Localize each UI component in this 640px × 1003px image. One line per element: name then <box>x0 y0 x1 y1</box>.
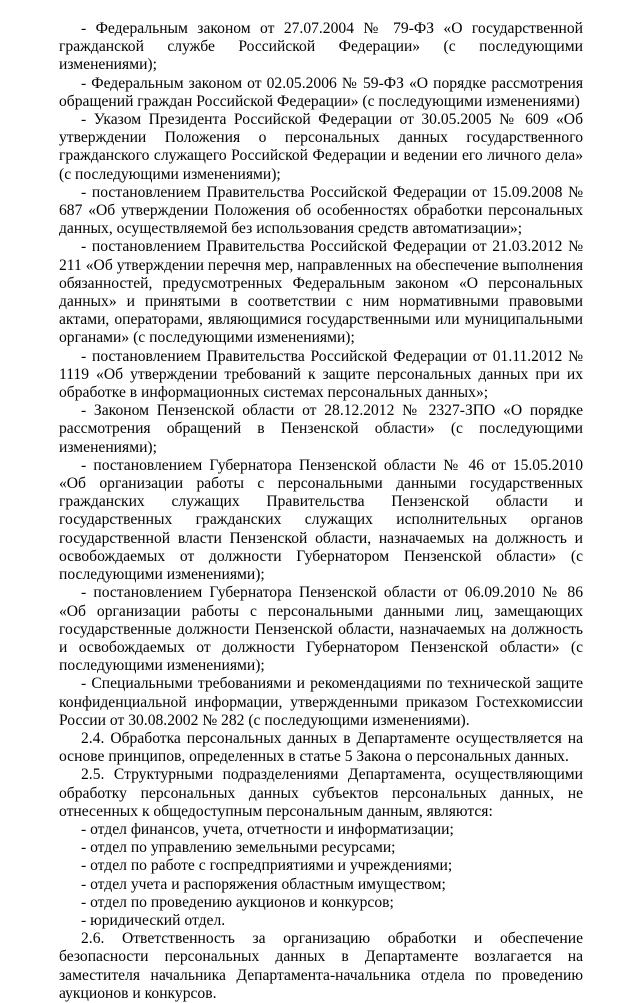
paragraph-governor-86: - постановлением Губернатора Пензенской области от 06.09.2010 № 86 «Об организации работы с персональными данными лиц, замещающих государственные должности Пензенской области, назначаемых на должность и освобождаемых от должности Губернатором Пензенской области» (с последующими изменениями); <box>59 584 583 675</box>
paragraph-law-79fz: - Федеральным законом от 27.07.2004 № 79-ФЗ «О государственной гражданской службе Российской Федерации» (с последующими изменениями); <box>59 20 583 74</box>
paragraph-special-requirements: - Специальными требованиями и рекомендациями по технической защите конфиденциальной информации, утвержденными приказом Гостехкомиссии России от 30.08.2002 № 282 (с последующими изменениями). <box>59 675 583 729</box>
document-page <box>59 20 583 1003</box>
paragraph-2-4: 2.4. Обработка персональных данных в Департаменте осуществляется на основе принципов, определенных в статье 5 Закона о персональных данных. <box>59 729 583 766</box>
paragraph-2-5: 2.5. Структурными подразделениями Департамента, осуществляющими обработку персональных данных субъектов персональных данных, не отнесенных к общедоступным персональным данным, являются: <box>59 766 583 820</box>
paragraph-resolution-1119: - постановлением Правительства Российской Федерации от 01.11.2012 № 1119 «Об утверждении требований к защите персональных данных при их обработке в информационных системах персональных данных»; <box>59 347 583 402</box>
paragraph-law-2327: - Законом Пензенской области от 28.12.2012 № 2327-ЗПО «О порядке рассмотрения обращений в Пензенской области» (с последующими изменениями); <box>59 402 583 456</box>
paragraph-governor-46: - постановлением Губернатора Пензенской области № 46 от 15.05.2010 «Об организации работы с персональными данными государственных гражданских служащих Правительства Пензенской области и государственных гражданских служащих исполнительных органов государственной власти Пензенской области, назначаемых на должность и освобождаемых от должности Губернатором Пензенской области» (с последующими изменениями); <box>59 456 583 584</box>
list-item: - отдел по работе с госпредприятиями и учреждениями; <box>81 857 453 875</box>
list-item: - отдел учета и распоряжения областным имуществом; <box>81 875 446 893</box>
paragraph-2-6: 2.6. Ответственность за организацию обработки и обеспечение безопасности персональных данных в Департаменте возлагается на заместителя начальника Департамента-начальника отдела по проведению аукционов и конкурсов. <box>59 930 583 1002</box>
paragraph-resolution-211: - постановлением Правительства Российской Федерации от 21.03.2012 № 211 «Об утверждении перечня мер, направленных на обеспечение выполнения обязанностей, предусмотренных Федеральным законом «О персональных данных» и принятыми в соответствии с ним нормативными правовыми актами, операторами, являющимися государственными или муниципальными органами» (с последующими изменениями); <box>59 238 583 347</box>
list-item: - юридический отдел. <box>81 911 226 929</box>
list-item: - отдел по проведению аукционов и конкурсов; <box>81 893 394 911</box>
paragraph-decree-609: - Указом Президента Российской Федерации от 30.05.2005 № 609 «Об утверждении Положения о персональных данных государственного гражданского служащего Российской Федерации и ведении его личного дела» (с последующими изменениями); <box>59 111 583 183</box>
list-item: - отдел по управлению земельными ресурсами; <box>81 839 396 857</box>
paragraph-law-59fz: - Федеральным законом от 02.05.2006 № 59-ФЗ «О порядке рассмотрения обращений граждан Российской Федерации» (с последующими изменениями) <box>59 74 583 110</box>
list-item: - отдел финансов, учета, отчетности и информатизации; <box>81 820 454 838</box>
paragraph-resolution-687: - постановлением Правительства Российской Федерации от 15.09.2008 № 687 «Об утверждении Положения об особенностях обработки персональных данных, осуществляемой без использования средств автоматизации»; <box>59 183 583 238</box>
